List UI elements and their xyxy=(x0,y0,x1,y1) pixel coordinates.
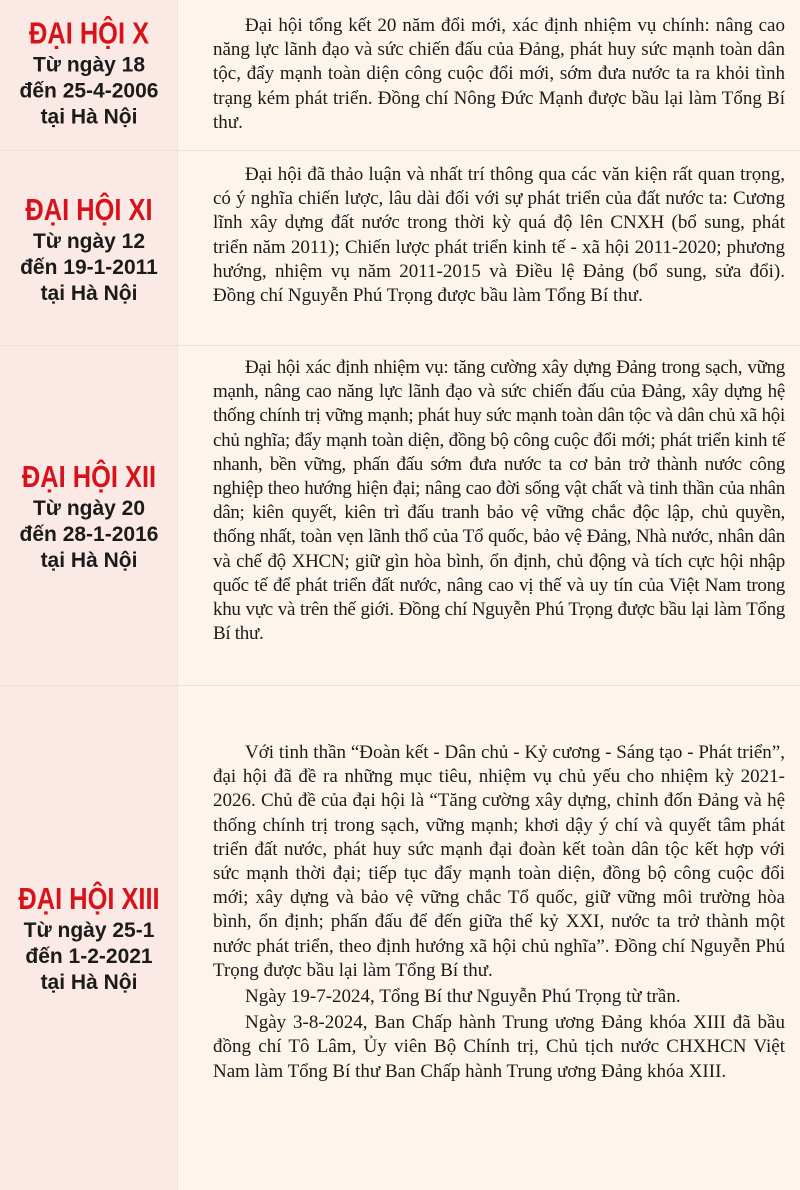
congress-row-xiii xyxy=(0,685,800,1190)
congress-paragraph: Đại hội xác định nhiệm vụ: tăng cường xây dựng Đảng trong sạch, vững mạnh, nâng cao năng lực lãnh đạo và sức chiến đấu của Đảng, xây dựng hệ thống chính trị vững mạnh; phát huy sức mạnh toàn dân tộc và dân chủ xã hội chủ nghĩa; đẩy mạnh toàn diện, đồng bộ công cuộc đổi mới; phát triển kinh tế nhanh, bền vững, phấn đấu sớm đưa nước ta cơ bản trở thành nước công nghiệp theo hướng hiện đại; nâng cao đời sống vật chất và tinh thần của nhân dân; kiên quyết, kiên trì đấu tranh bảo vệ vững chắc độc lập, chủ quyền, thống nhất, toàn vẹn lãnh thổ của Tổ quốc, bảo vệ Đảng, Nhà nước, nhân dân và chế độ XHCN; giữ gìn hòa bình, ổn định, chủ động và tích cực hội nhập quốc tế để phát triển đất nước, nâng cao vị thế và uy tín của Việt Nam trong khu vực và trên thế giới. Đồng chí Nguyễn Phú Trọng được bầu lại làm Tổng Bí thư. xyxy=(213,357,785,645)
congress-row-xii xyxy=(0,345,800,686)
congress-paragraph: Đại hội đã thảo luận và nhất trí thông qua các văn kiện rất quan trọng, có ý nghĩa chiến lược, lâu dài đối với sự phát triển của đất nước ta: Cương lĩnh xây dựng đất nước trong thời kỳ quá độ lên CNXH (bổ sung, phát triển năm 2011); Chiến lược phát triển kinh tế - xã hội 2011-2020; phương hướng, nhiệm vụ năm 2011-2015 và Điều lệ Đảng (bổ sung, sửa đổi). Đồng chí Nguyễn Phú Trọng được bầu làm Tổng Bí thư. xyxy=(213,164,785,307)
congress-description xyxy=(213,151,785,346)
congress-description xyxy=(213,346,785,686)
congress-date-end: đến 19-1-2011 xyxy=(20,255,158,279)
congress-date-start: Từ ngày 18 xyxy=(32,53,146,77)
congress-date-start: Từ ngày 25-1 xyxy=(23,919,155,942)
congress-label-panel xyxy=(0,0,178,150)
congress-description xyxy=(213,686,785,1190)
congress-paragraph: Ngày 3-8-2024, Ban Chấp hành Trung ương Đảng khóa XIII đã bầu đồng chí Tô Lâm, Ủy viên Bộ Chính trị, Chủ tịch nước CHXHCN Việt Nam làm Tổng Bí thư Ban Chấp hành Trung ương Đảng khóa XIII. xyxy=(213,1012,785,1082)
congress-row-xi xyxy=(0,150,800,346)
congress-paragraph: Đại hội tổng kết 20 năm đổi mới, xác định nhiệm vụ chính: nâng cao năng lực lãnh đạo và sức chiến đấu của Đảng, phát huy sức mạnh toàn dân tộc, đẩy mạnh toàn diện công cuộc đổi mới, sớm đưa nước ta ra khỏi tình trạng kém phát triển. Đồng chí Nông Đức Mạnh được bầu lại làm Tổng Bí thư. xyxy=(213,15,785,133)
congress-date-end: đến 1-2-2021 xyxy=(25,945,153,968)
congress-place: tại Hà Nội xyxy=(40,281,138,305)
congress-date-start: Từ ngày 20 xyxy=(32,497,146,520)
congress-name: ĐẠI HỘI XII xyxy=(21,459,157,494)
congress-name: ĐẠI HỘI XI xyxy=(25,191,153,227)
congress-date-end: đến 25-4-2006 xyxy=(19,79,159,103)
congress-place: tại Hà Nội xyxy=(40,105,138,129)
congress-date-start: Từ ngày 12 xyxy=(32,229,146,253)
congress-name: ĐẠI HỘI XIII xyxy=(18,881,160,916)
congress-label-panel xyxy=(0,151,178,346)
congress-place: tại Hà Nội xyxy=(40,971,138,994)
congress-date-end: đến 28-1-2016 xyxy=(19,523,159,546)
congress-description xyxy=(213,0,785,150)
congress-label-panel xyxy=(0,686,178,1190)
congress-place: tại Hà Nội xyxy=(40,549,138,572)
congress-name: ĐẠI HỘI X xyxy=(28,15,150,51)
congress-paragraph: Ngày 19-7-2024, Tổng Bí thư Nguyễn Phú Trọng từ trần. xyxy=(245,986,681,1008)
congress-label-panel xyxy=(0,346,178,686)
congress-row-x xyxy=(0,0,800,150)
congress-paragraph: Với tinh thần “Đoàn kết - Dân chủ - Kỷ cương - Sáng tạo - Phát triển”, đại hội đã đề ra những mục tiêu, nhiệm vụ chủ yếu cho nhiệm kỳ 2021-2026. Chủ đề của đại hội là “Tăng cường xây dựng, chỉnh đốn Đảng và hệ thống chính trị trong sạch, vững mạnh; khơi dậy ý chí và quyết tâm phát triển đất nước, phát huy sức mạnh đại đoàn kết toàn dân tộc kết hợp với sức mạnh thời đại; tiếp tục đẩy mạnh toàn diện, đồng bộ công cuộc đổi mới; xây dựng và bảo vệ vững chắc Tổ quốc, giữ vững môi trường hòa bình, ổn định; phấn đấu để đến giữa thế kỷ XXI, nước ta trở thành một nước phát triển, theo định hướng xã hội chủ nghĩa”. Đồng chí Nguyễn Phú Trọng được bầu lại làm Tổng Bí thư. xyxy=(213,742,785,981)
